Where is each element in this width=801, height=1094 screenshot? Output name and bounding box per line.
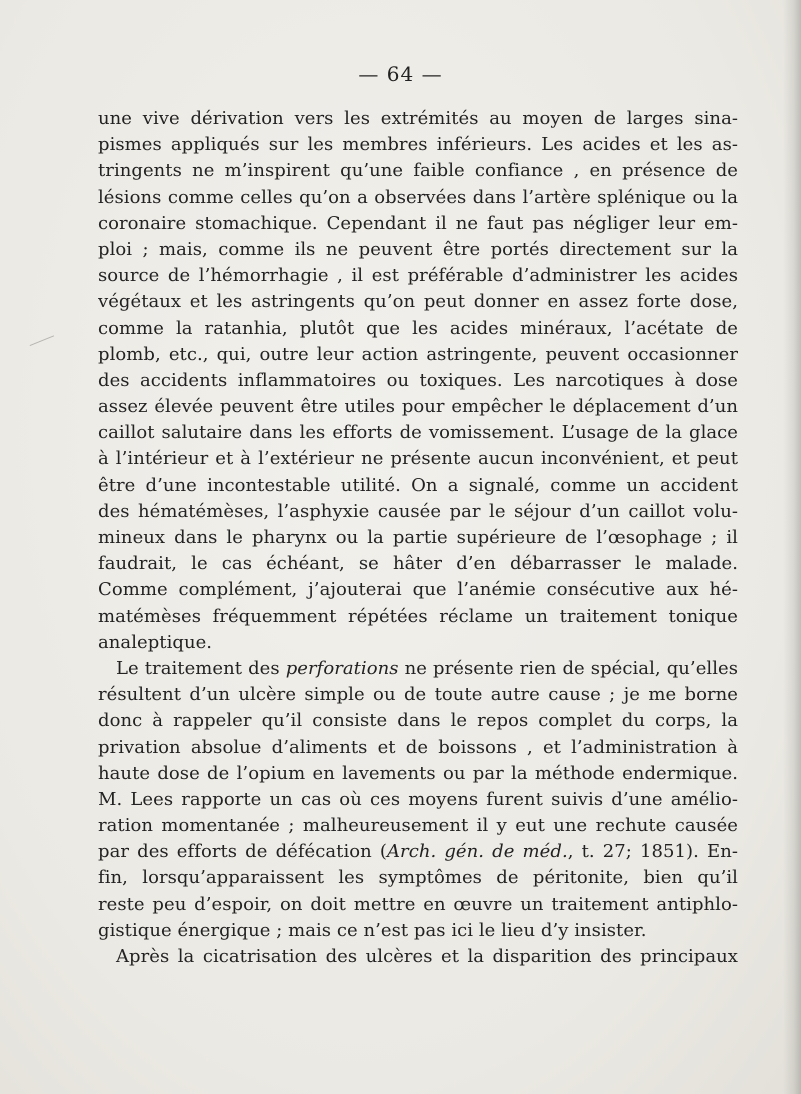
text-line: plomb, etc., qui, outre leur action astringente, peuvent occasionner [98, 343, 738, 365]
text-line: comme la ratanhia, plutôt que les acides minéraux, l’acétate de [98, 317, 738, 339]
pencil-mark [30, 335, 57, 351]
text-line: reste peu d’espoir, on doit mettre en œuvre un traitement antiphlo- [98, 893, 738, 915]
text-line [98, 839, 738, 865]
text-line: faudrait, le cas échéant, se hâter d’en débarrasser le malade. [98, 553, 738, 575]
text-line: pismes appliqués sur les membres inférieurs. Les acides et les as- [98, 134, 738, 156]
text-line: matémèses fréquemment répétées réclame un traitement tonique [98, 605, 738, 627]
text-line: Comme complément, j’ajouterai que l’anémie consécutive aux hé- [98, 579, 738, 601]
text-line: Après la cicatrisation des ulcères et la disparition des principaux [116, 946, 738, 967]
text-line: à l’intérieur et à l’extérieur ne présente aucun inconvénient, et peut [98, 448, 738, 470]
text-span: , t. 27; 1851). En- [567, 841, 738, 863]
text-span: ne présente rien de spécial, qu’elles [398, 657, 738, 679]
text-line: analeptique. [98, 631, 213, 653]
text-span: par des efforts de défécation ( [98, 841, 387, 863]
text-line: une vive dérivation vers les extrémités au moyen de larges sina- [98, 108, 738, 129]
text-line [98, 656, 738, 682]
text-line: mineux dans le pharynx ou la partie supérieure de l’œsophage ; il [98, 527, 738, 548]
text-line: assez élevée peuvent être utiles pour empêcher le déplacement d’un [98, 396, 738, 418]
text-line: M. Lees rapporte un cas où ces moyens furent suivis d’une amélio- [98, 788, 738, 810]
text-line: des accidents inflammatoires ou toxiques. Les narcotiques à dose [98, 369, 738, 391]
page-number: — 64 — [358, 62, 443, 86]
text-line: végétaux et les astringents qu’on peut donner en assez forte dose, [98, 291, 738, 313]
italic-reference: Arch. gén. de méd. [386, 841, 568, 863]
text-line: fin, lorsqu’apparaissent les symptômes de péritonite, bien qu’il [98, 867, 738, 889]
text-line: privation absolue d’aliments et de boissons , et l’administration à [98, 736, 738, 758]
text-line: ploi ; mais, comme ils ne peuvent être portés directement sur la [98, 238, 738, 260]
text-line: donc à rappeler qu’il consiste dans le repos complet du corps, la [98, 710, 738, 732]
text-line: résultent d’un ulcère simple ou de toute autre cause ; je me borne [98, 684, 738, 706]
body-text [98, 106, 738, 970]
page-edge-shadow [783, 0, 801, 1094]
text-line: caillot salutaire dans les efforts de vomissement. L’usage de la glace [98, 422, 738, 444]
text-line: gistique énergique ; mais ce n’est pas ici le lieu d’y insister. [98, 919, 647, 941]
text-line: haute dose de l’opium en lavements ou par la méthode endermique. [98, 762, 738, 784]
text-line: être d’une incontestable utilité. On a signalé, comme un accident [98, 474, 738, 496]
text-line: lésions comme celles qu’on a observées dans l’artère splénique ou la [98, 186, 738, 208]
text-span: Le traitement des [116, 657, 286, 679]
text-line: ration momentanée ; malheureusement il y eut une rechute causée [98, 815, 738, 837]
text-line: des hématémèses, l’asphyxie causée par le séjour d’un caillot volu- [98, 500, 738, 522]
text-line: coronaire stomachique. Cependant il ne faut pas négliger leur em- [98, 212, 738, 234]
text-line: source de l’hémorrhagie , il est préférable d’administrer les acides [98, 265, 738, 287]
text-line: tringents ne m’inspirent qu’une faible confiance , en présence de [98, 160, 738, 182]
italic-term: perforations [285, 657, 399, 679]
